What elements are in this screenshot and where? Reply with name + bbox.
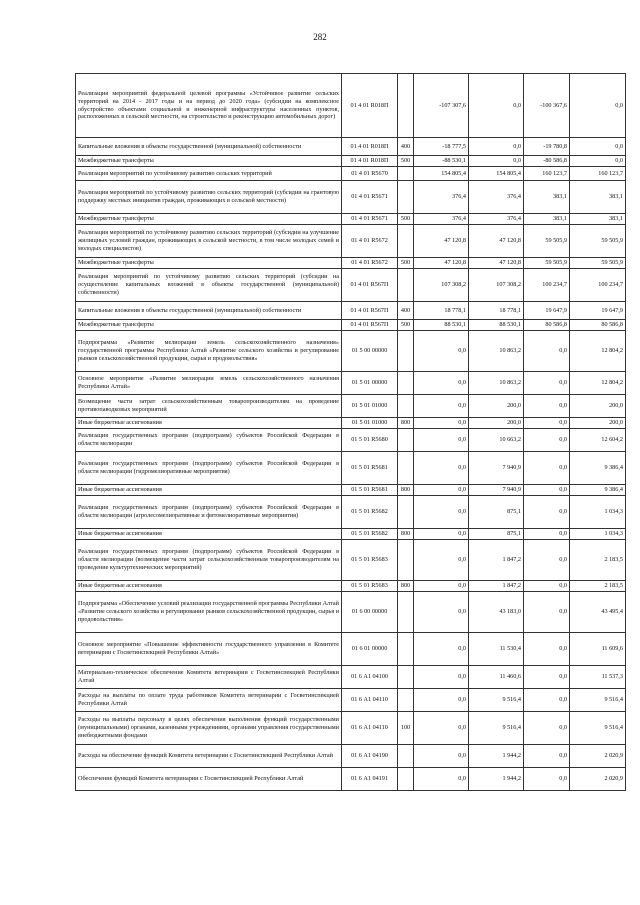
row-expense-type <box>398 689 414 712</box>
row-name: Реализация государственных программ (подпрограмм) субъектов Российской Федерации в области мелиорации (гидромелиоративные мероприятия) <box>76 452 342 485</box>
row-amount-1: 0,0 <box>414 768 469 791</box>
row-amount-1: 0,0 <box>414 429 469 452</box>
row-code: 01 5 00 00000 <box>342 331 398 372</box>
row-code: 01 5 01 01000 <box>342 395 398 418</box>
row-amount-3: 80 586,8 <box>524 320 570 331</box>
row-amount-4: 59 505,9 <box>570 225 626 258</box>
row-code: 01 6 А1 04110 <box>342 712 398 745</box>
row-code: 01 6 А1 04100 <box>342 666 398 689</box>
row-amount-4: 2 183,5 <box>570 540 626 581</box>
row-amount-1: 0,0 <box>414 496 469 529</box>
row-name: Иные бюджетные ассигнования <box>76 418 342 429</box>
table-row <box>76 633 626 666</box>
row-name: Основное мероприятие «Повышение эффективности государственного управления в Комитете ветеринарии с Госветинспекцией Республики Алтай» <box>76 633 342 666</box>
row-expense-type <box>398 74 414 138</box>
row-name: Межбюджетные трансферты <box>76 214 342 225</box>
row-amount-4: 100 234,7 <box>570 269 626 302</box>
row-expense-type: 400 <box>398 302 414 320</box>
row-code: 01 6 А1 04190 <box>342 745 398 768</box>
row-amount-3: 0,0 <box>524 592 570 633</box>
row-code: 01 4 01 R567П <box>342 320 398 331</box>
row-amount-2: 1 944,2 <box>469 745 524 768</box>
row-amount-1: 107 308,2 <box>414 269 469 302</box>
row-amount-4: 160 123,7 <box>570 167 626 181</box>
row-amount-4: 11 609,6 <box>570 633 626 666</box>
row-amount-4: 200,0 <box>570 418 626 429</box>
row-expense-type: 500 <box>398 214 414 225</box>
row-expense-type <box>398 372 414 395</box>
row-name: Реализация мероприятий по устойчивому развитию сельских территорий <box>76 167 342 181</box>
page-number: 282 <box>313 32 327 42</box>
row-code: 01 4 01 R5672 <box>342 225 398 258</box>
row-amount-4: 59 505,9 <box>570 258 626 269</box>
row-amount-2: 7 940,9 <box>469 485 524 496</box>
row-amount-4: 2 020,9 <box>570 745 626 768</box>
row-amount-2: 9 516,4 <box>469 689 524 712</box>
table-row <box>76 156 626 167</box>
row-amount-2: 0,0 <box>469 138 524 156</box>
row-expense-type: 500 <box>398 156 414 167</box>
table-row <box>76 138 626 156</box>
row-amount-1: -18 777,5 <box>414 138 469 156</box>
row-expense-type <box>398 768 414 791</box>
table-row <box>76 745 626 768</box>
row-expense-type <box>398 331 414 372</box>
row-amount-1: 47 120,8 <box>414 258 469 269</box>
row-amount-3: 0,0 <box>524 372 570 395</box>
row-expense-type <box>398 167 414 181</box>
row-code: 01 5 01 01000 <box>342 418 398 429</box>
row-name: Иные бюджетные ассигнования <box>76 581 342 592</box>
row-name: Реализация государственных программ (подпрограмм) субъектов Российской Федерации в области мелиорации (агролесомелиоративные и фитомелиоративные мероприятия) <box>76 496 342 529</box>
row-amount-4: 43 495,4 <box>570 592 626 633</box>
row-expense-type: 100 <box>398 712 414 745</box>
row-amount-2: 43 183,0 <box>469 592 524 633</box>
table-row <box>76 496 626 529</box>
row-amount-3: 100 234,7 <box>524 269 570 302</box>
row-amount-3: 0,0 <box>524 395 570 418</box>
row-amount-2: 376,4 <box>469 214 524 225</box>
row-amount-1: 0,0 <box>414 372 469 395</box>
row-amount-4: 2 020,9 <box>570 768 626 791</box>
row-amount-2: 47 120,8 <box>469 258 524 269</box>
row-amount-2: 88 530,1 <box>469 320 524 331</box>
row-amount-3: 59 505,9 <box>524 258 570 269</box>
row-amount-2: 107 308,2 <box>469 269 524 302</box>
row-amount-3: 0,0 <box>524 418 570 429</box>
row-amount-3: 383,1 <box>524 214 570 225</box>
row-amount-4: 0,0 <box>570 156 626 167</box>
row-code: 01 5 01 R5682 <box>342 529 398 540</box>
row-code: 01 5 01 00000 <box>342 372 398 395</box>
row-amount-2: 11 530,4 <box>469 633 524 666</box>
row-name: Материально-техническое обеспечение Комитета ветеринарии с Госветинспекцией Республики Алтай <box>76 666 342 689</box>
row-amount-1: -88 530,1 <box>414 156 469 167</box>
row-amount-4: 383,1 <box>570 214 626 225</box>
row-name: Подпрограмма «Обеспечение условий реализации государственной программы Республики Алтай «Развитие сельского хозяйства и регулирование рынков сельскохозяйственной продукции, сырья и продовольствия» <box>76 592 342 633</box>
table-row <box>76 258 626 269</box>
row-code: 01 5 01 R5680 <box>342 429 398 452</box>
row-amount-4: 9 386,4 <box>570 452 626 485</box>
row-expense-type <box>398 395 414 418</box>
row-name: Обеспечение функций Комитета ветеринарии с Госветинспекцией Республики Алтай <box>76 768 342 791</box>
row-amount-2: 0,0 <box>469 74 524 138</box>
table-row <box>76 302 626 320</box>
row-code: 01 4 01 R567П <box>342 269 398 302</box>
table-row <box>76 225 626 258</box>
row-code: 01 6 А1 04110 <box>342 689 398 712</box>
row-name: Реализация мероприятий федеральной целевой программы «Устойчивое развитие сельских территорий на 2014 - 2017 годы и на период до 2020 года» (субсидии на комплексное обустройство объектами социальной и инженерной инфраструктуры населенных пунктов, расположенных в сельской местности, на строительство и реконструкцию автомобильных дорог) <box>76 74 342 138</box>
row-expense-type <box>398 181 414 214</box>
row-amount-4: 383,1 <box>570 181 626 214</box>
row-amount-3: 0,0 <box>524 633 570 666</box>
row-amount-4: 0,0 <box>570 74 626 138</box>
row-amount-1: -107 307,6 <box>414 74 469 138</box>
row-amount-1: 0,0 <box>414 529 469 540</box>
row-amount-3: 0,0 <box>524 745 570 768</box>
row-amount-2: 200,0 <box>469 395 524 418</box>
row-code: 01 6 01 00000 <box>342 633 398 666</box>
row-expense-type <box>398 452 414 485</box>
row-code: 01 4 01 R018П <box>342 74 398 138</box>
row-expense-type <box>398 225 414 258</box>
table-row <box>76 581 626 592</box>
table-row <box>76 320 626 331</box>
row-amount-2: 10 663,2 <box>469 429 524 452</box>
table-row <box>76 768 626 791</box>
row-name: Реализация государственных программ (подпрограмм) субъектов Российской Федерации в области мелиорации (возмещение части затрат сельскохозяйственным товаропроизводителям на проведение культуртехнических мероприятий) <box>76 540 342 581</box>
table-row <box>76 689 626 712</box>
row-code: 01 4 01 R5670 <box>342 167 398 181</box>
row-amount-1: 376,4 <box>414 181 469 214</box>
row-name: Межбюджетные трансферты <box>76 258 342 269</box>
row-amount-2: 10 863,2 <box>469 331 524 372</box>
row-expense-type: 800 <box>398 529 414 540</box>
row-amount-1: 154 805,4 <box>414 167 469 181</box>
row-amount-3: 0,0 <box>524 581 570 592</box>
table-row <box>76 74 626 138</box>
table-row <box>76 418 626 429</box>
row-amount-4: 80 586,8 <box>570 320 626 331</box>
table-row <box>76 167 626 181</box>
row-expense-type <box>398 745 414 768</box>
row-name: Капитальные вложения в объекты государственной (муниципальной) собственности <box>76 302 342 320</box>
row-amount-1: 0,0 <box>414 712 469 745</box>
row-amount-1: 18 778,1 <box>414 302 469 320</box>
row-code: 01 6 А1 04191 <box>342 768 398 791</box>
table-row <box>76 429 626 452</box>
row-amount-1: 0,0 <box>414 418 469 429</box>
row-name: Расходы на выплаты по оплате труда работников Комитета ветеринарии с Госветинспекцией Республики Алтай <box>76 689 342 712</box>
table-row <box>76 269 626 302</box>
row-code: 01 4 01 R018П <box>342 156 398 167</box>
table-row <box>76 540 626 581</box>
row-name: Иные бюджетные ассигнования <box>76 529 342 540</box>
table-row <box>76 712 626 745</box>
row-amount-4: 11 537,3 <box>570 666 626 689</box>
table-row <box>76 666 626 689</box>
row-amount-4: 200,0 <box>570 395 626 418</box>
row-code: 01 5 01 R5681 <box>342 452 398 485</box>
table-row <box>76 181 626 214</box>
row-amount-2: 875,1 <box>469 529 524 540</box>
row-amount-3: 0,0 <box>524 496 570 529</box>
row-expense-type: 800 <box>398 485 414 496</box>
row-amount-3: -100 367,6 <box>524 74 570 138</box>
row-amount-4: 12 804,2 <box>570 331 626 372</box>
row-amount-3: 160 123,7 <box>524 167 570 181</box>
row-code: 01 4 01 R018П <box>342 138 398 156</box>
row-name: Расходы на обеспечение функций Комитета ветеринарии с Госветинспекцией Республики Алтай <box>76 745 342 768</box>
table-row <box>76 529 626 540</box>
row-expense-type <box>398 666 414 689</box>
row-name: Основное мероприятие «Развитие мелиорации земель сельскохозяйственного назначения Республики Алтай» <box>76 372 342 395</box>
row-name: Капитальные вложения в объекты государственной (муниципальной) собственности <box>76 138 342 156</box>
row-amount-2: 47 120,8 <box>469 225 524 258</box>
row-amount-2: 1 847,2 <box>469 581 524 592</box>
row-amount-4: 12 604,2 <box>570 429 626 452</box>
row-amount-3: 0,0 <box>524 485 570 496</box>
row-amount-4: 12 804,2 <box>570 372 626 395</box>
table-row <box>76 331 626 372</box>
row-amount-3: 19 647,9 <box>524 302 570 320</box>
row-code: 01 5 01 R5683 <box>342 581 398 592</box>
row-amount-1: 0,0 <box>414 633 469 666</box>
row-amount-2: 875,1 <box>469 496 524 529</box>
row-amount-1: 47 120,8 <box>414 225 469 258</box>
row-name: Реализация мероприятий по устойчивому развитию сельских территорий (субсидии на грантовую поддержку местных инициатив граждан, проживающих в сельской местности) <box>76 181 342 214</box>
row-amount-3: -80 586,8 <box>524 156 570 167</box>
row-amount-2: 376,4 <box>469 181 524 214</box>
row-amount-4: 0,0 <box>570 138 626 156</box>
row-name: Возмещение части затрат сельскохозяйственным товаропроизводителям на проведение противопаводковых мероприятий <box>76 395 342 418</box>
row-amount-3: 0,0 <box>524 666 570 689</box>
row-amount-3: 0,0 <box>524 529 570 540</box>
row-amount-1: 0,0 <box>414 592 469 633</box>
row-expense-type <box>398 540 414 581</box>
row-name: Расходы на выплаты персоналу в целях обеспечения выполнения функций государственными (муниципальными) органами, казенными учреждениями, органами управления государственными внебюджетными фондами <box>76 712 342 745</box>
row-amount-1: 0,0 <box>414 581 469 592</box>
row-amount-3: 0,0 <box>524 429 570 452</box>
row-amount-4: 1 034,3 <box>570 496 626 529</box>
row-amount-1: 0,0 <box>414 452 469 485</box>
table-row <box>76 452 626 485</box>
row-amount-2: 7 940,9 <box>469 452 524 485</box>
row-amount-4: 9 386,4 <box>570 485 626 496</box>
row-code: 01 5 01 R5682 <box>342 496 398 529</box>
row-amount-2: 0,0 <box>469 156 524 167</box>
row-expense-type: 800 <box>398 418 414 429</box>
row-name: Подпрограмма «Развитие мелиорации земель сельскохозяйственного назначения» государственной программы Республики Алтай «Развитие сельского хозяйства и регулирование рынков сельскохозяйственной продукции, сырья и продовольствия» <box>76 331 342 372</box>
row-amount-4: 19 647,9 <box>570 302 626 320</box>
row-expense-type <box>398 269 414 302</box>
row-name: Межбюджетные трансферты <box>76 320 342 331</box>
row-code: 01 4 01 R5671 <box>342 214 398 225</box>
row-amount-4: 9 516,4 <box>570 712 626 745</box>
row-name: Реализация мероприятий по устойчивому развитию сельских территорий (субсидии на улучшение жилищных условий граждан, проживающих в сельской местности, в том числе молодых семей и молодых специалистов) <box>76 225 342 258</box>
row-amount-3: 59 505,9 <box>524 225 570 258</box>
row-amount-1: 0,0 <box>414 395 469 418</box>
row-amount-2: 154 805,4 <box>469 167 524 181</box>
row-expense-type <box>398 496 414 529</box>
row-expense-type: 400 <box>398 138 414 156</box>
row-amount-2: 10 863,2 <box>469 372 524 395</box>
row-name: Межбюджетные трансферты <box>76 156 342 167</box>
row-code: 01 5 01 R5683 <box>342 540 398 581</box>
row-amount-2: 1 847,2 <box>469 540 524 581</box>
row-amount-4: 9 516,4 <box>570 689 626 712</box>
row-amount-3: 0,0 <box>524 452 570 485</box>
row-amount-3: 0,0 <box>524 689 570 712</box>
row-amount-1: 0,0 <box>414 540 469 581</box>
row-code: 01 5 01 R5681 <box>342 485 398 496</box>
row-expense-type <box>398 633 414 666</box>
row-expense-type <box>398 429 414 452</box>
row-amount-3: 383,1 <box>524 181 570 214</box>
row-amount-4: 2 183,5 <box>570 581 626 592</box>
row-amount-2: 18 778,1 <box>469 302 524 320</box>
row-amount-3: 0,0 <box>524 540 570 581</box>
row-name: Реализация мероприятий по устойчивому развитию сельских территорий (субсидии на осуществление капитальных вложений в объекты государственной (муниципальной) собственности) <box>76 269 342 302</box>
row-amount-2: 200,0 <box>469 418 524 429</box>
row-amount-1: 376,4 <box>414 214 469 225</box>
row-amount-1: 0,0 <box>414 689 469 712</box>
row-amount-1: 0,0 <box>414 331 469 372</box>
row-amount-3: 0,0 <box>524 331 570 372</box>
row-amount-1: 0,0 <box>414 745 469 768</box>
row-code: 01 4 01 R5671 <box>342 181 398 214</box>
table-row <box>76 485 626 496</box>
row-expense-type: 800 <box>398 581 414 592</box>
row-code: 01 4 01 R567П <box>342 302 398 320</box>
row-amount-3: 0,0 <box>524 768 570 791</box>
budget-table <box>75 73 626 791</box>
row-name: Иные бюджетные ассигнования <box>76 485 342 496</box>
row-amount-1: 88 530,1 <box>414 320 469 331</box>
table-row <box>76 214 626 225</box>
row-expense-type <box>398 592 414 633</box>
table-row <box>76 395 626 418</box>
budget-table-body <box>76 74 626 791</box>
row-expense-type: 500 <box>398 320 414 331</box>
row-code: 01 4 01 R5672 <box>342 258 398 269</box>
row-amount-3: -19 780,8 <box>524 138 570 156</box>
row-name: Реализация государственных программ (подпрограмм) субъектов Российской Федерации в области мелиорации <box>76 429 342 452</box>
row-amount-2: 1 944,2 <box>469 768 524 791</box>
row-amount-4: 1 034,3 <box>570 529 626 540</box>
row-amount-2: 11 460,6 <box>469 666 524 689</box>
row-code: 01 6 00 00000 <box>342 592 398 633</box>
row-expense-type: 500 <box>398 258 414 269</box>
table-row <box>76 372 626 395</box>
row-amount-2: 9 516,4 <box>469 712 524 745</box>
table-row <box>76 592 626 633</box>
row-amount-1: 0,0 <box>414 485 469 496</box>
row-amount-3: 0,0 <box>524 712 570 745</box>
row-amount-1: 0,0 <box>414 666 469 689</box>
